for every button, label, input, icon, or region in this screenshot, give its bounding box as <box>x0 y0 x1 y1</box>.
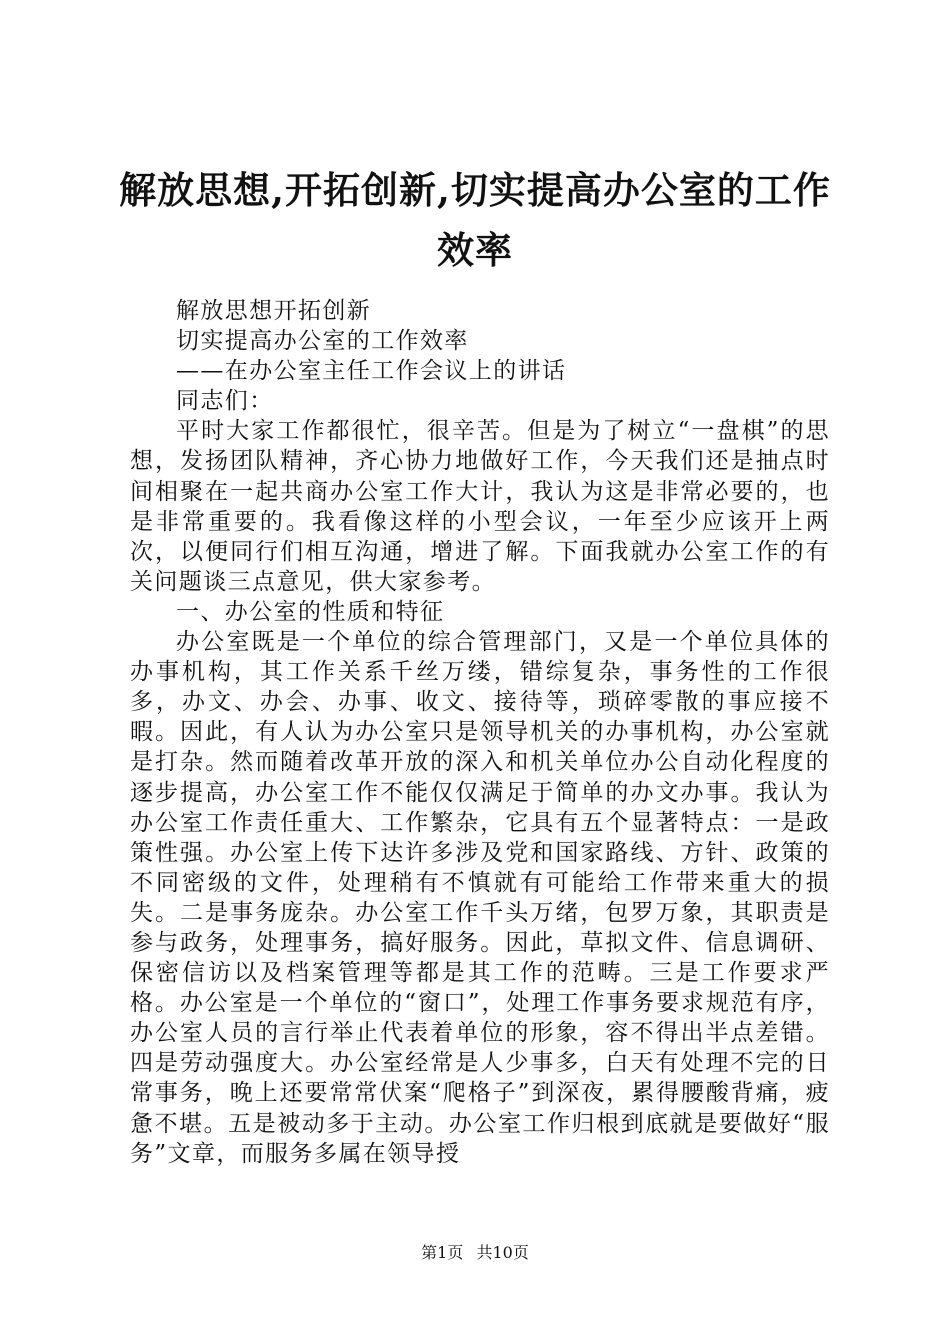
salutation: 同志们： <box>176 388 274 415</box>
section-heading: 一、办公室的性质和特征 <box>176 598 445 625</box>
page-number: 第1页 <box>421 1243 464 1262</box>
page-footer <box>0 1243 950 1263</box>
document-title: 解放思想,开拓创新,切实提高办公室的工作效率 <box>119 168 831 272</box>
speech-occasion: ——在办公室主任工作会议上的讲话 <box>176 358 567 385</box>
body-paragraph: 平时大家工作都很忙，很辛苦。但是为了树立“一盘棋”的思想，发扬团队精神，齐心协力地做好工作，今天我们还是抽点时间相聚在一起共商办公室工作大计，我认为这是非常必要的，也是非常重要的。我看像这样的小型会议，一年至少应该开上两次，以便同行们相互沟通，增进了解。下面我就办公室工作的有关问题谈三点意见，供大家参考。 <box>130 418 830 595</box>
page-total: 共10页 <box>476 1243 529 1262</box>
body-paragraph: 办公室既是一个单位的综合管理部门，又是一个单位具体的办事机构，其工作关系千丝万缕，错综复杂，事务性的工作很多，办文、办会、办事、收文、接待等，琐碎零散的事应接不暇。因此，有人认为办公室只是领导机关的办事机构，办公室就是打杂。然而随着改革开放的深入和机关单位办公自动化程度的逐步提高，办公室工作不能仅仅满足于简单的办文办事。我认为办公室工作责任重大、工作繁杂，它具有五个显著特点：一是政策性强。办公室上传下达许多涉及党和国家路线、方针、政策的不同密级的文件，处理稍有不慎就有可能给工作带来重大的损失。二是事务庞杂。办公室工作千头万绪，包罗万象，其职责是参与政务，处理事务，搞好服务。因此，草拟文件、信息调研、保密信访以及档案管理等都是其工作的范畴。三是工作要求严格。办公室是一个单位的“窗口”，处理工作事务要求规范有序，办公室人员的言行举止代表着单位的形象，容不得出半点差错。四是劳动强度大。办公室经常是人少事多，白天有处理不完的日常事务，晚上还要常常伏案“爬格子”到深夜，累得腰酸背痛，疲惫不堪。五是被动多于主动。办公室工作归根到底就是要做好“服务”文章，而服务多属在领导授 <box>130 629 830 1167</box>
subtitle-line: 切实提高办公室的工作效率 <box>176 328 469 355</box>
document-body <box>130 296 830 1169</box>
subtitle-line: 解放思想开拓创新 <box>176 298 372 324</box>
